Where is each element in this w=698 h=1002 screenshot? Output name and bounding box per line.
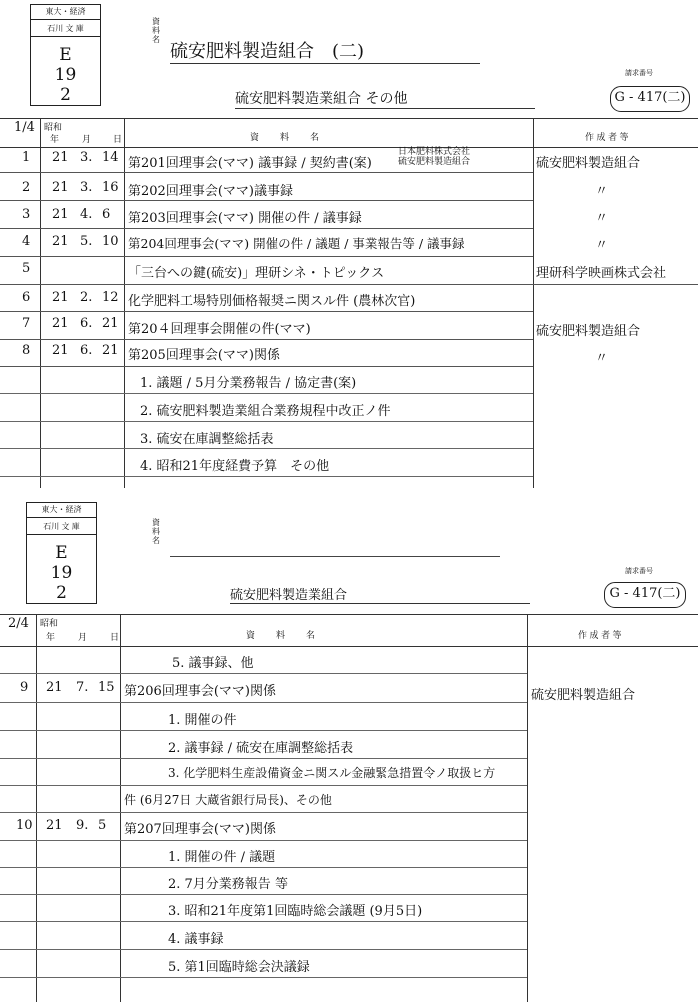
subitem: 3. 化学肥料生産設備資金ニ関スル金融緊急措置令ノ取扱ヒ方 [168,766,496,780]
material-label: 資料名 [152,518,160,545]
stamp-code-2: 19 [54,65,77,85]
stamp-line1: 東大・経済 [31,5,100,20]
classification-code: G - 417(二) [604,582,686,608]
row-no: 1 [22,150,31,165]
col-year: 年 [50,134,60,144]
library-stamp [26,502,97,604]
col-day: 日 [110,632,120,642]
class-label: 請求番号 [625,70,653,77]
row-no: 7 [22,316,31,331]
row-author: 〃 [595,238,609,253]
row-author: 硫安肥料製造組合 [536,156,641,171]
stamp-line2: 石川 文 庫 [27,520,96,535]
col-showa: 昭和 [44,122,63,132]
row-year: 21 [52,290,69,305]
subitem: 2. 議事録 / 硫安在庫調整総括表 [168,741,354,756]
subitem: 1. 議題 / 5月分業務報告 / 協定書(案) [140,376,357,391]
row-note: 日本肥料株式会社 硫安肥料製造組合 [398,147,471,167]
stamp-code-2: 19 [50,563,73,583]
row-day: 6 [102,207,111,222]
stamp-code-3: 2 [60,85,71,105]
subitem: 2. 7月分業務報告 等 [168,877,288,892]
stamp-line2: 石川 文 庫 [31,22,100,37]
col-author: 作 成 者 等 [585,132,629,142]
row-year: 21 [52,343,69,358]
row-year: 21 [46,818,63,833]
row-day: 5 [98,818,107,833]
row-title: 第203回理事会(ママ) 開催の件 / 議事録 [128,211,362,226]
row-day: 10 [102,234,119,249]
row-day: 14 [102,150,119,165]
col-day: 日 [113,134,123,144]
row-year: 21 [52,180,69,195]
row-title: 化学肥料工場特別価格報奨ニ関スル件 (農林次官) [128,294,416,309]
subitem: 4. 昭和21年度経費予算 その他 [140,459,330,474]
stamp-code-1: E [55,543,68,563]
subitem: 3. 昭和21年度第1回臨時総会議題 (9月5日) [168,904,423,919]
col-month: 月 [82,134,92,144]
library-stamp [30,4,101,106]
page-number: 2/4 [8,616,29,631]
subitem: 1. 開催の件 / 議題 [168,850,276,865]
row-title: 第205回理事会(ママ)関係 [128,348,280,363]
material-label: 資料名 [152,17,160,44]
subitem: 2. 硫安肥料製造業組合業務規程中改正ノ件 [140,404,391,419]
row-title: 第201回理事会(ママ) 議事録 / 契約書(案) [128,156,372,171]
col-month: 月 [78,632,88,642]
col-material: 資 料 名 [250,132,326,142]
row-month: 9. [76,818,89,833]
row-no: 9 [20,680,29,695]
row-no: 8 [22,343,31,358]
stamp-line1: 東大・経済 [27,503,96,518]
row-month: 3. [80,180,93,195]
row-month: 6. [80,316,93,331]
subitem: 5. 第1回臨時総会決議録 [168,960,310,975]
row-day: 21 [102,343,119,358]
material-name: 硫安肥料製造組合 (二) [170,37,480,64]
col-year: 年 [46,632,56,642]
row-no: 6 [22,290,31,305]
row-month: 6. [80,343,93,358]
col-material: 資 料 名 [246,630,322,640]
subitem: 件 (6月27日 大蔵省銀行局長)、その他 [124,793,332,807]
row-author: 理研科学映画株式会社 [536,266,667,281]
row-author: 硫安肥料製造組合 [531,688,636,703]
class-label: 請求番号 [625,568,653,575]
row-author: 硫安肥料製造組合 [536,324,641,339]
row-day: 16 [102,180,119,195]
subtitle: 硫安肥料製造業組合 その他 [235,88,535,109]
row-no: 5 [22,261,31,276]
subitem: 1. 開催の件 [168,713,237,728]
row-title: 第207回理事会(ママ)関係 [124,822,276,837]
row-day: 12 [102,290,119,305]
row-title: 第20４回理事会開催の件(ママ) [128,322,311,337]
row-year: 21 [46,680,63,695]
carry-item: 5. 議事録、他 [172,656,254,671]
page-number: 1/4 [14,120,35,135]
col-author: 作 成 者 等 [578,630,622,640]
col-showa: 昭和 [40,618,59,628]
row-day: 21 [102,316,119,331]
subtitle: 硫安肥料製造業組合 [230,584,530,604]
row-month: 5. [80,234,93,249]
row-author: 〃 [595,351,609,366]
row-title: 第204回理事会(ママ) 開催の件 / 議題 / 事業報告等 / 議事録 [128,236,465,251]
row-month: 3. [80,150,93,165]
row-year: 21 [52,234,69,249]
row-year: 21 [52,316,69,331]
row-month: 2. [80,290,93,305]
row-no: 3 [22,207,31,222]
row-author: 〃 [595,184,609,199]
row-month: 7. [76,680,89,695]
row-title: 第206回理事会(ママ)関係 [124,684,276,699]
row-no: 2 [22,180,31,195]
row-year: 21 [52,207,69,222]
row-no: 10 [16,818,33,833]
row-title: 「三台への鍵(硫安)」理研シネ・トピックス [128,266,385,281]
stamp-code-1: E [59,45,72,65]
classification-code: G - 417(二) [610,86,690,112]
row-title: 第202回理事会(ママ)議事録 [128,184,293,199]
row-author: 〃 [595,211,609,226]
stamp-code-3: 2 [56,583,67,603]
subitem: 4. 議事録 [168,932,224,947]
row-day: 15 [98,680,115,695]
subitem: 3. 硫安在庫調整総括表 [140,432,274,447]
row-month: 4. [80,207,93,222]
row-no: 4 [22,234,31,249]
row-year: 21 [52,150,69,165]
